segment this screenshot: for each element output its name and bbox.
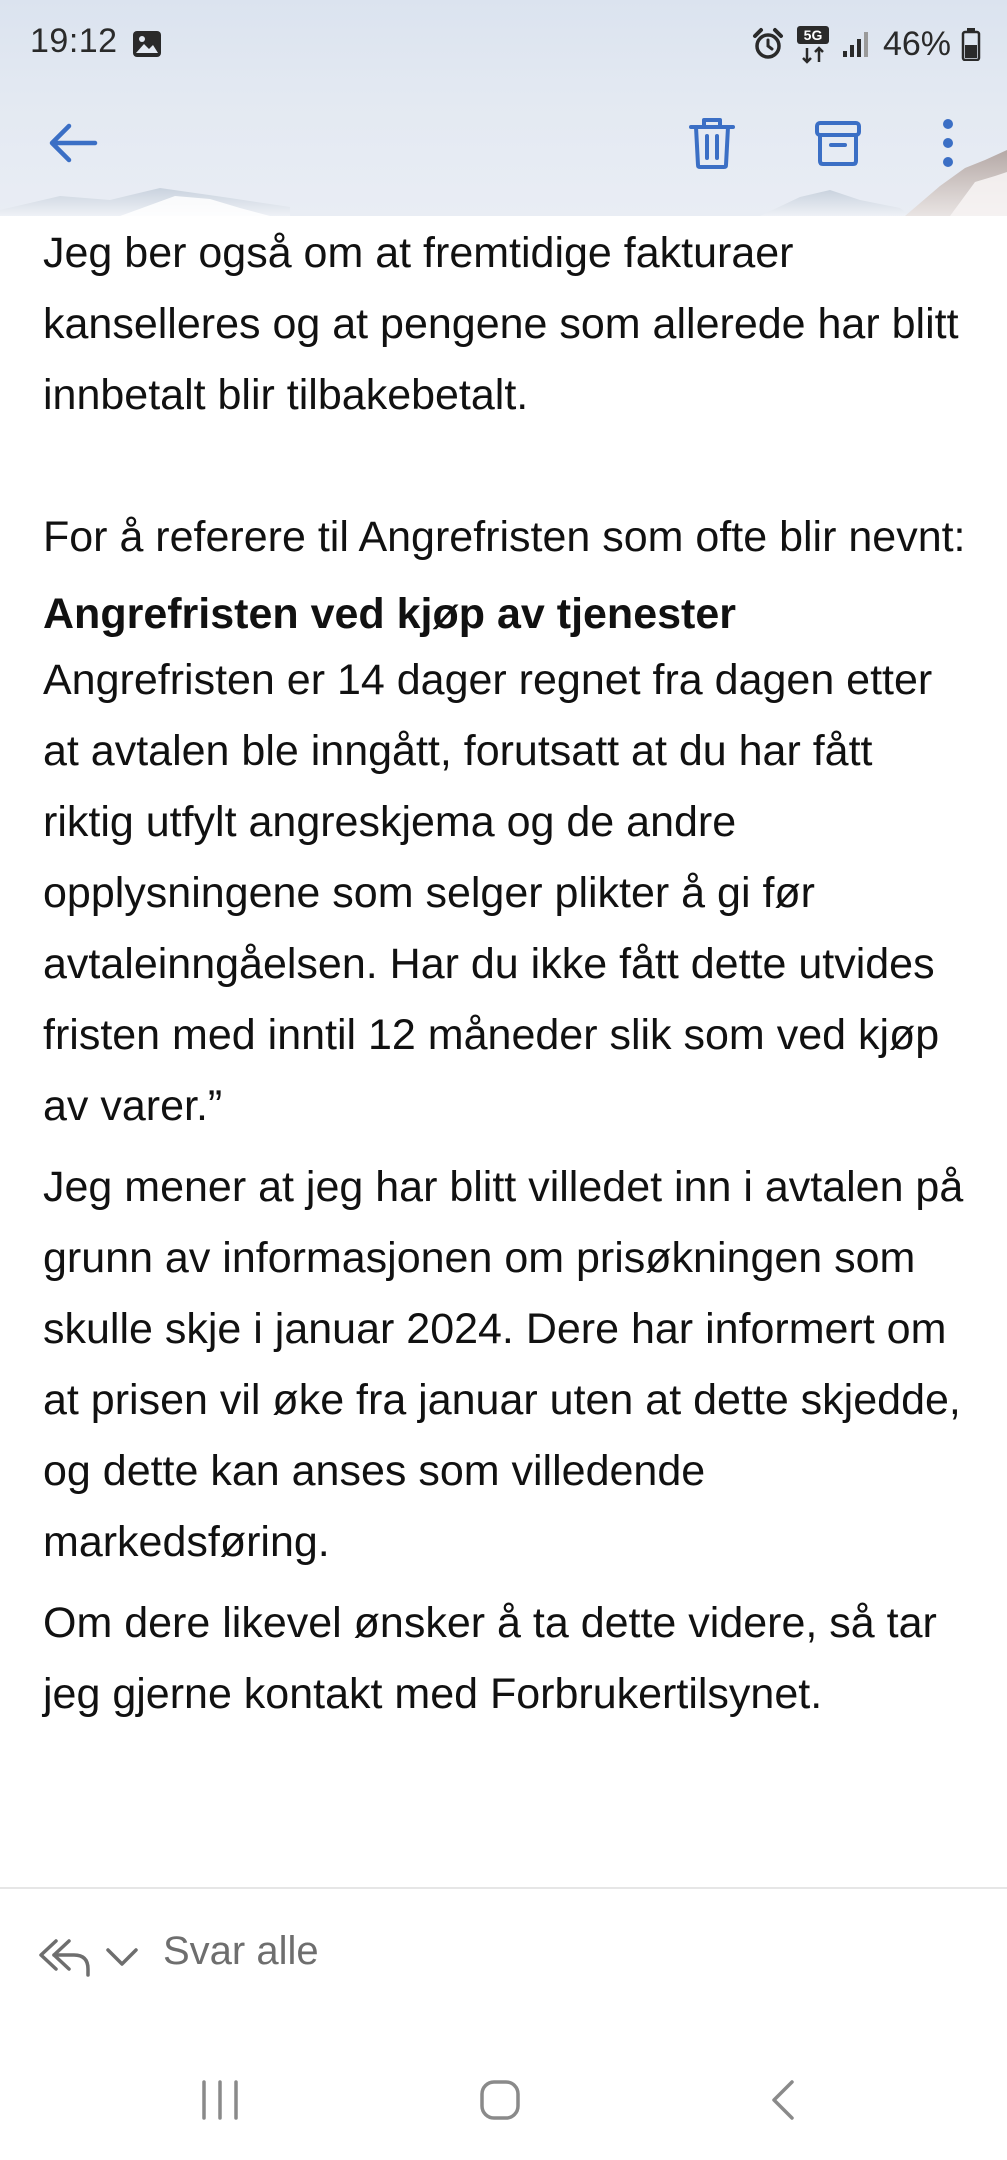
back-icon [768,2078,798,2122]
reply-all-button[interactable]: Svar alle [163,1929,319,1973]
email-body [43,218,973,1730]
system-nav-bar [0,2040,1007,2160]
email-paragraph: For å referere til Angrefristen som ofte blir nevnt: [43,513,966,561]
delete-button[interactable] [669,100,755,186]
recents-button[interactable] [170,2060,270,2140]
back-arrow-icon [47,121,99,165]
app-bar [0,100,1007,186]
more-options-button[interactable] [905,100,991,186]
chevron-down-icon[interactable] [102,1941,142,1973]
trash-icon [687,116,737,170]
email-paragraph: Jeg mener at jeg har blitt villedet inn i avtalen på grunn av informasjonen om prisøkningen som skulle skje i januar 2024. Dere har informert om at prisen vil øke fra januar uten at dette skjedde, og dette kan anses som villedende markedsføring. [43,1163,964,1566]
archive-icon [813,118,863,168]
reply-bar [0,1889,1007,2039]
back-button[interactable] [30,100,116,186]
home-button[interactable] [450,2060,550,2140]
status-bar [0,0,1007,88]
email-heading: Angrefristen ved kjøp av tjenester [43,590,736,638]
alarm-icon [751,27,785,61]
archive-button[interactable] [795,100,881,186]
gallery-icon [131,28,163,60]
email-paragraph: Om dere likevel ønsker å ta dette videre, så tar jeg gjerne kontakt med Forbrukertilsynet. [43,1599,937,1718]
battery-percent: 46% [882,24,951,63]
battery-icon [961,27,981,61]
signal-icon [841,29,871,59]
recents-icon [198,2080,242,2120]
5g-icon [795,24,831,64]
header [0,0,1007,216]
email-paragraph: Angrefristen er 14 dager regnet fra dagen etter at avtalen ble inngått, forutsatt at du har fått riktig utfylt angreskjema og de andre opplysningene som selger plikter å gi før avtaleinngåelsen. Har du ikke fått dette utvides fristen med inntil 12 måneder slik som ved kjøp av varer.” [43,656,940,1130]
svg-text:5G: 5G [803,27,823,43]
status-icons [751,20,981,68]
email-paragraph: Jeg ber også om at fremtidige fakturaer kanselleres og at pengene som allerede har blitt innbetalt blir tilbakebetalt. [43,229,959,419]
status-time: 19:12 [30,22,118,60]
system-back-button[interactable] [733,2060,833,2140]
home-icon [478,2078,522,2122]
more-vert-icon [940,118,956,168]
reply-all-icon[interactable] [36,1935,92,1979]
